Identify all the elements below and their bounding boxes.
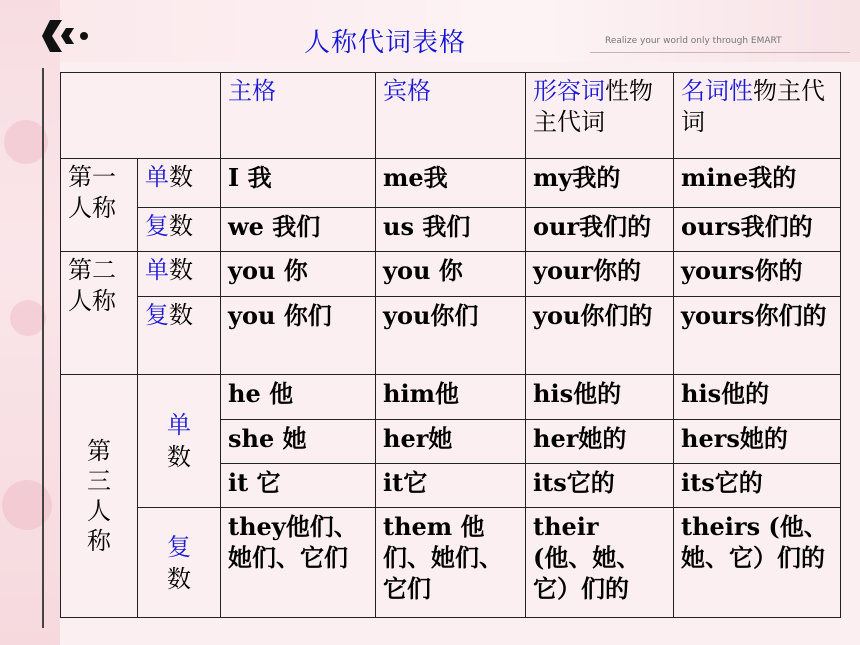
table-cell: hers她的 <box>674 420 841 464</box>
table-row <box>61 159 841 208</box>
blossom-decoration <box>2 480 52 530</box>
table-cell: your你的 <box>526 252 674 297</box>
table-cell: our我们的 <box>526 208 674 252</box>
table-cell: mine我的 <box>674 159 841 208</box>
table-cell: him他 <box>376 375 526 420</box>
label-plural: 复数 <box>138 297 221 375</box>
label-third-person <box>61 375 138 618</box>
header-row <box>61 73 841 159</box>
table-cell: it 它 <box>221 464 376 508</box>
table-cell: she 她 <box>221 420 376 464</box>
page-title: 人称代词表格 <box>304 28 467 58</box>
label-plural <box>138 508 221 618</box>
blossom-decoration <box>10 300 46 336</box>
header-noun-possessive: 名词性物主代词 <box>674 73 841 159</box>
table-cell: you你们的 <box>526 297 674 375</box>
table-cell: yours你的 <box>674 252 841 297</box>
table-row <box>61 252 841 297</box>
table-cell: their (他、她、它）们的 <box>526 508 674 618</box>
label-singular-text: 单数 <box>167 411 191 471</box>
label-plural: 复数 <box>138 208 221 252</box>
table-cell: its它的 <box>526 464 674 508</box>
label-third-person-text: 第三人称 <box>87 437 111 555</box>
table-cell: his他的 <box>526 375 674 420</box>
emart-logo-icon <box>40 14 96 58</box>
label-singular <box>138 375 221 508</box>
table-cell: we 我们 <box>221 208 376 252</box>
header-adjective-possessive: 形容词性物主代词 <box>526 73 674 159</box>
table-cell: you 你们 <box>221 297 376 375</box>
header-object: 宾格 <box>376 73 526 159</box>
table-row <box>61 208 841 252</box>
header-subject: 主格 <box>221 73 376 159</box>
table-cell: us 我们 <box>376 208 526 252</box>
side-divider <box>42 68 44 628</box>
table-cell: ours我们的 <box>674 208 841 252</box>
tagline: Realize your world only through EMART <box>605 36 782 46</box>
corner-cell <box>61 73 221 159</box>
table-cell: I 我 <box>221 159 376 208</box>
table-cell: its它的 <box>674 464 841 508</box>
table-row <box>61 297 841 375</box>
label-singular: 单数 <box>138 252 221 297</box>
table-cell: they他们、她们、它们 <box>221 508 376 618</box>
table-cell: theirs (他、她、它）们的 <box>674 508 841 618</box>
table-row <box>61 375 841 420</box>
label-first-person: 第一人称 <box>61 159 138 252</box>
table-cell: me我 <box>376 159 526 208</box>
table-row <box>61 508 841 618</box>
table-cell: you你们 <box>376 297 526 375</box>
table-cell: it它 <box>376 464 526 508</box>
header-divider <box>590 52 850 53</box>
label-plural-text: 复数 <box>167 532 191 593</box>
table-cell: her她的 <box>526 420 674 464</box>
label-singular: 单数 <box>138 159 221 208</box>
table-cell: my我的 <box>526 159 674 208</box>
table-cell: her她 <box>376 420 526 464</box>
table-cell: you 你 <box>221 252 376 297</box>
table-cell: he 他 <box>221 375 376 420</box>
table-cell: yours你们的 <box>674 297 841 375</box>
table-cell: you 你 <box>376 252 526 297</box>
pronoun-table <box>60 72 841 618</box>
label-second-person: 第二人称 <box>61 252 138 375</box>
table-cell: his他的 <box>674 375 841 420</box>
table-cell: them 他们、她们、它们 <box>376 508 526 618</box>
